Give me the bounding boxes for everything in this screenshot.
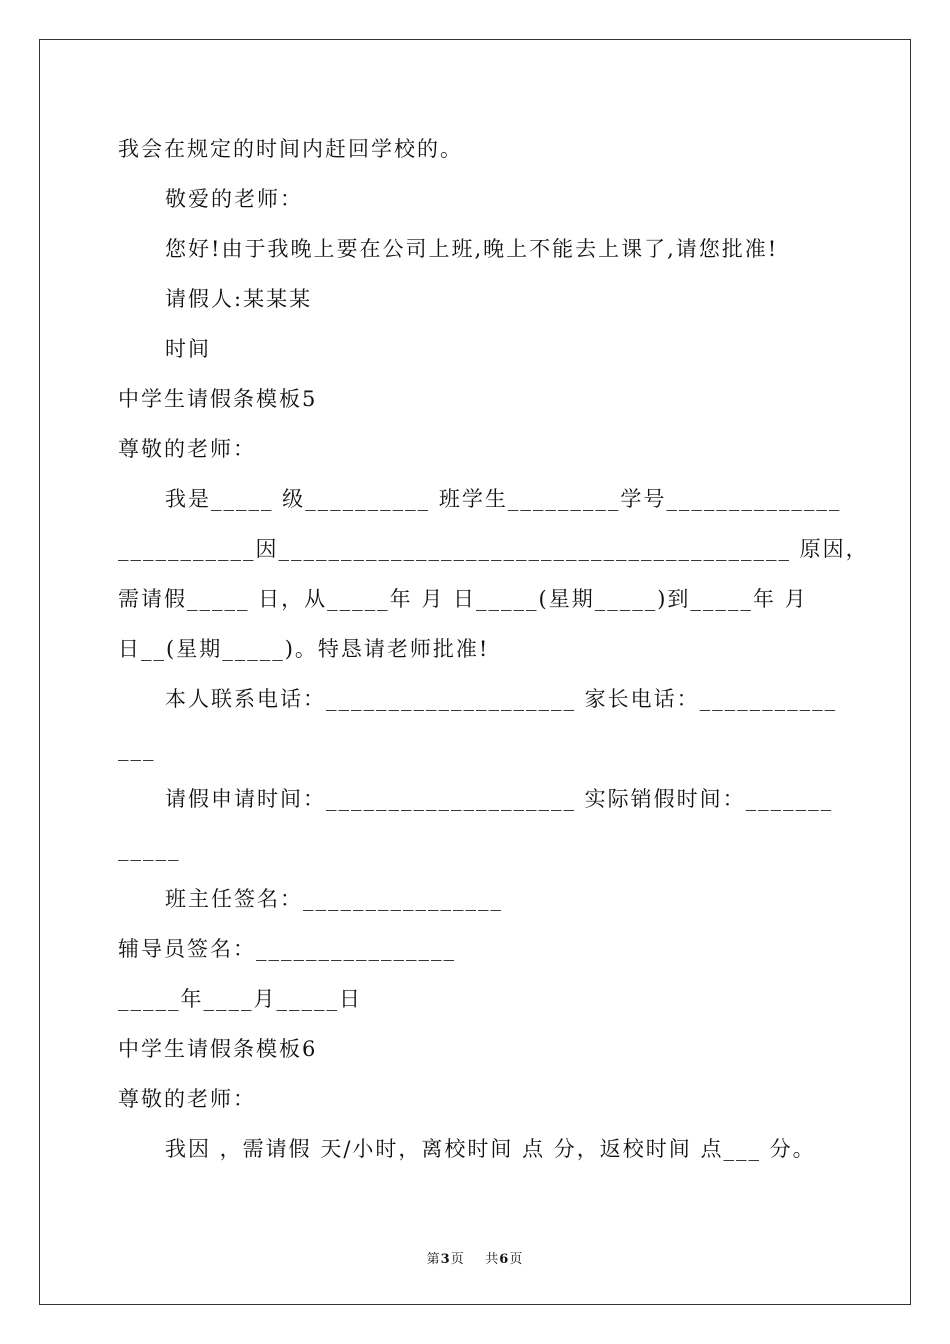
- salutation: 敬爱的老师：: [165, 187, 303, 211]
- signature-line: 班主任签名：________________: [165, 887, 503, 911]
- form-line: ___________因_________________________________________ 原因，: [118, 537, 869, 561]
- form-line: _____: [118, 837, 181, 861]
- page-footer: [0, 1248, 950, 1267]
- total-prefix: 共: [485, 1252, 500, 1267]
- form-line: ___: [118, 737, 156, 761]
- page-number: 3: [440, 1252, 451, 1267]
- date-line: 时间: [165, 337, 211, 361]
- section-heading: 中学生请假条模板6: [118, 1037, 318, 1061]
- page-prefix: 第: [426, 1252, 441, 1267]
- section-heading: 中学生请假条模板5: [118, 387, 318, 411]
- body-line: 我会在规定的时间内赶回学校的。: [118, 137, 463, 161]
- body-line: 您好!由于我晚上要在公司上班,晚上不能去上课了,请您批准!: [165, 237, 779, 261]
- form-line: 本人联系电话：____________________ 家长电话：___________: [165, 687, 838, 711]
- salutation: 尊敬的老师：: [118, 437, 256, 461]
- form-line: 需请假_____ 日，从_____年 月 日_____(星期_____)到_____年 月: [118, 587, 808, 611]
- salutation: 尊敬的老师：: [118, 1087, 256, 1111]
- form-line: 请假申请时间：____________________ 实际销假时间：_______: [165, 787, 834, 811]
- form-line: 我是_____ 级__________ 班学生_________学号______________: [165, 487, 842, 511]
- page-suffix: 页: [450, 1252, 465, 1267]
- signature-line: 请假人:某某某: [165, 287, 313, 311]
- date-line: _____年____月_____日: [118, 987, 362, 1011]
- total-pages: 6: [499, 1252, 510, 1267]
- page-border: [39, 39, 911, 1305]
- form-line: 日__(星期_____)。特恳请老师批准!: [118, 637, 490, 661]
- form-line: 我因 ，需请假 天/小时，离校时间 点 分，返校时间 点___ 分。: [165, 1137, 816, 1161]
- signature-line: 辅导员签名：________________: [118, 937, 456, 961]
- total-suffix: 页: [509, 1252, 524, 1267]
